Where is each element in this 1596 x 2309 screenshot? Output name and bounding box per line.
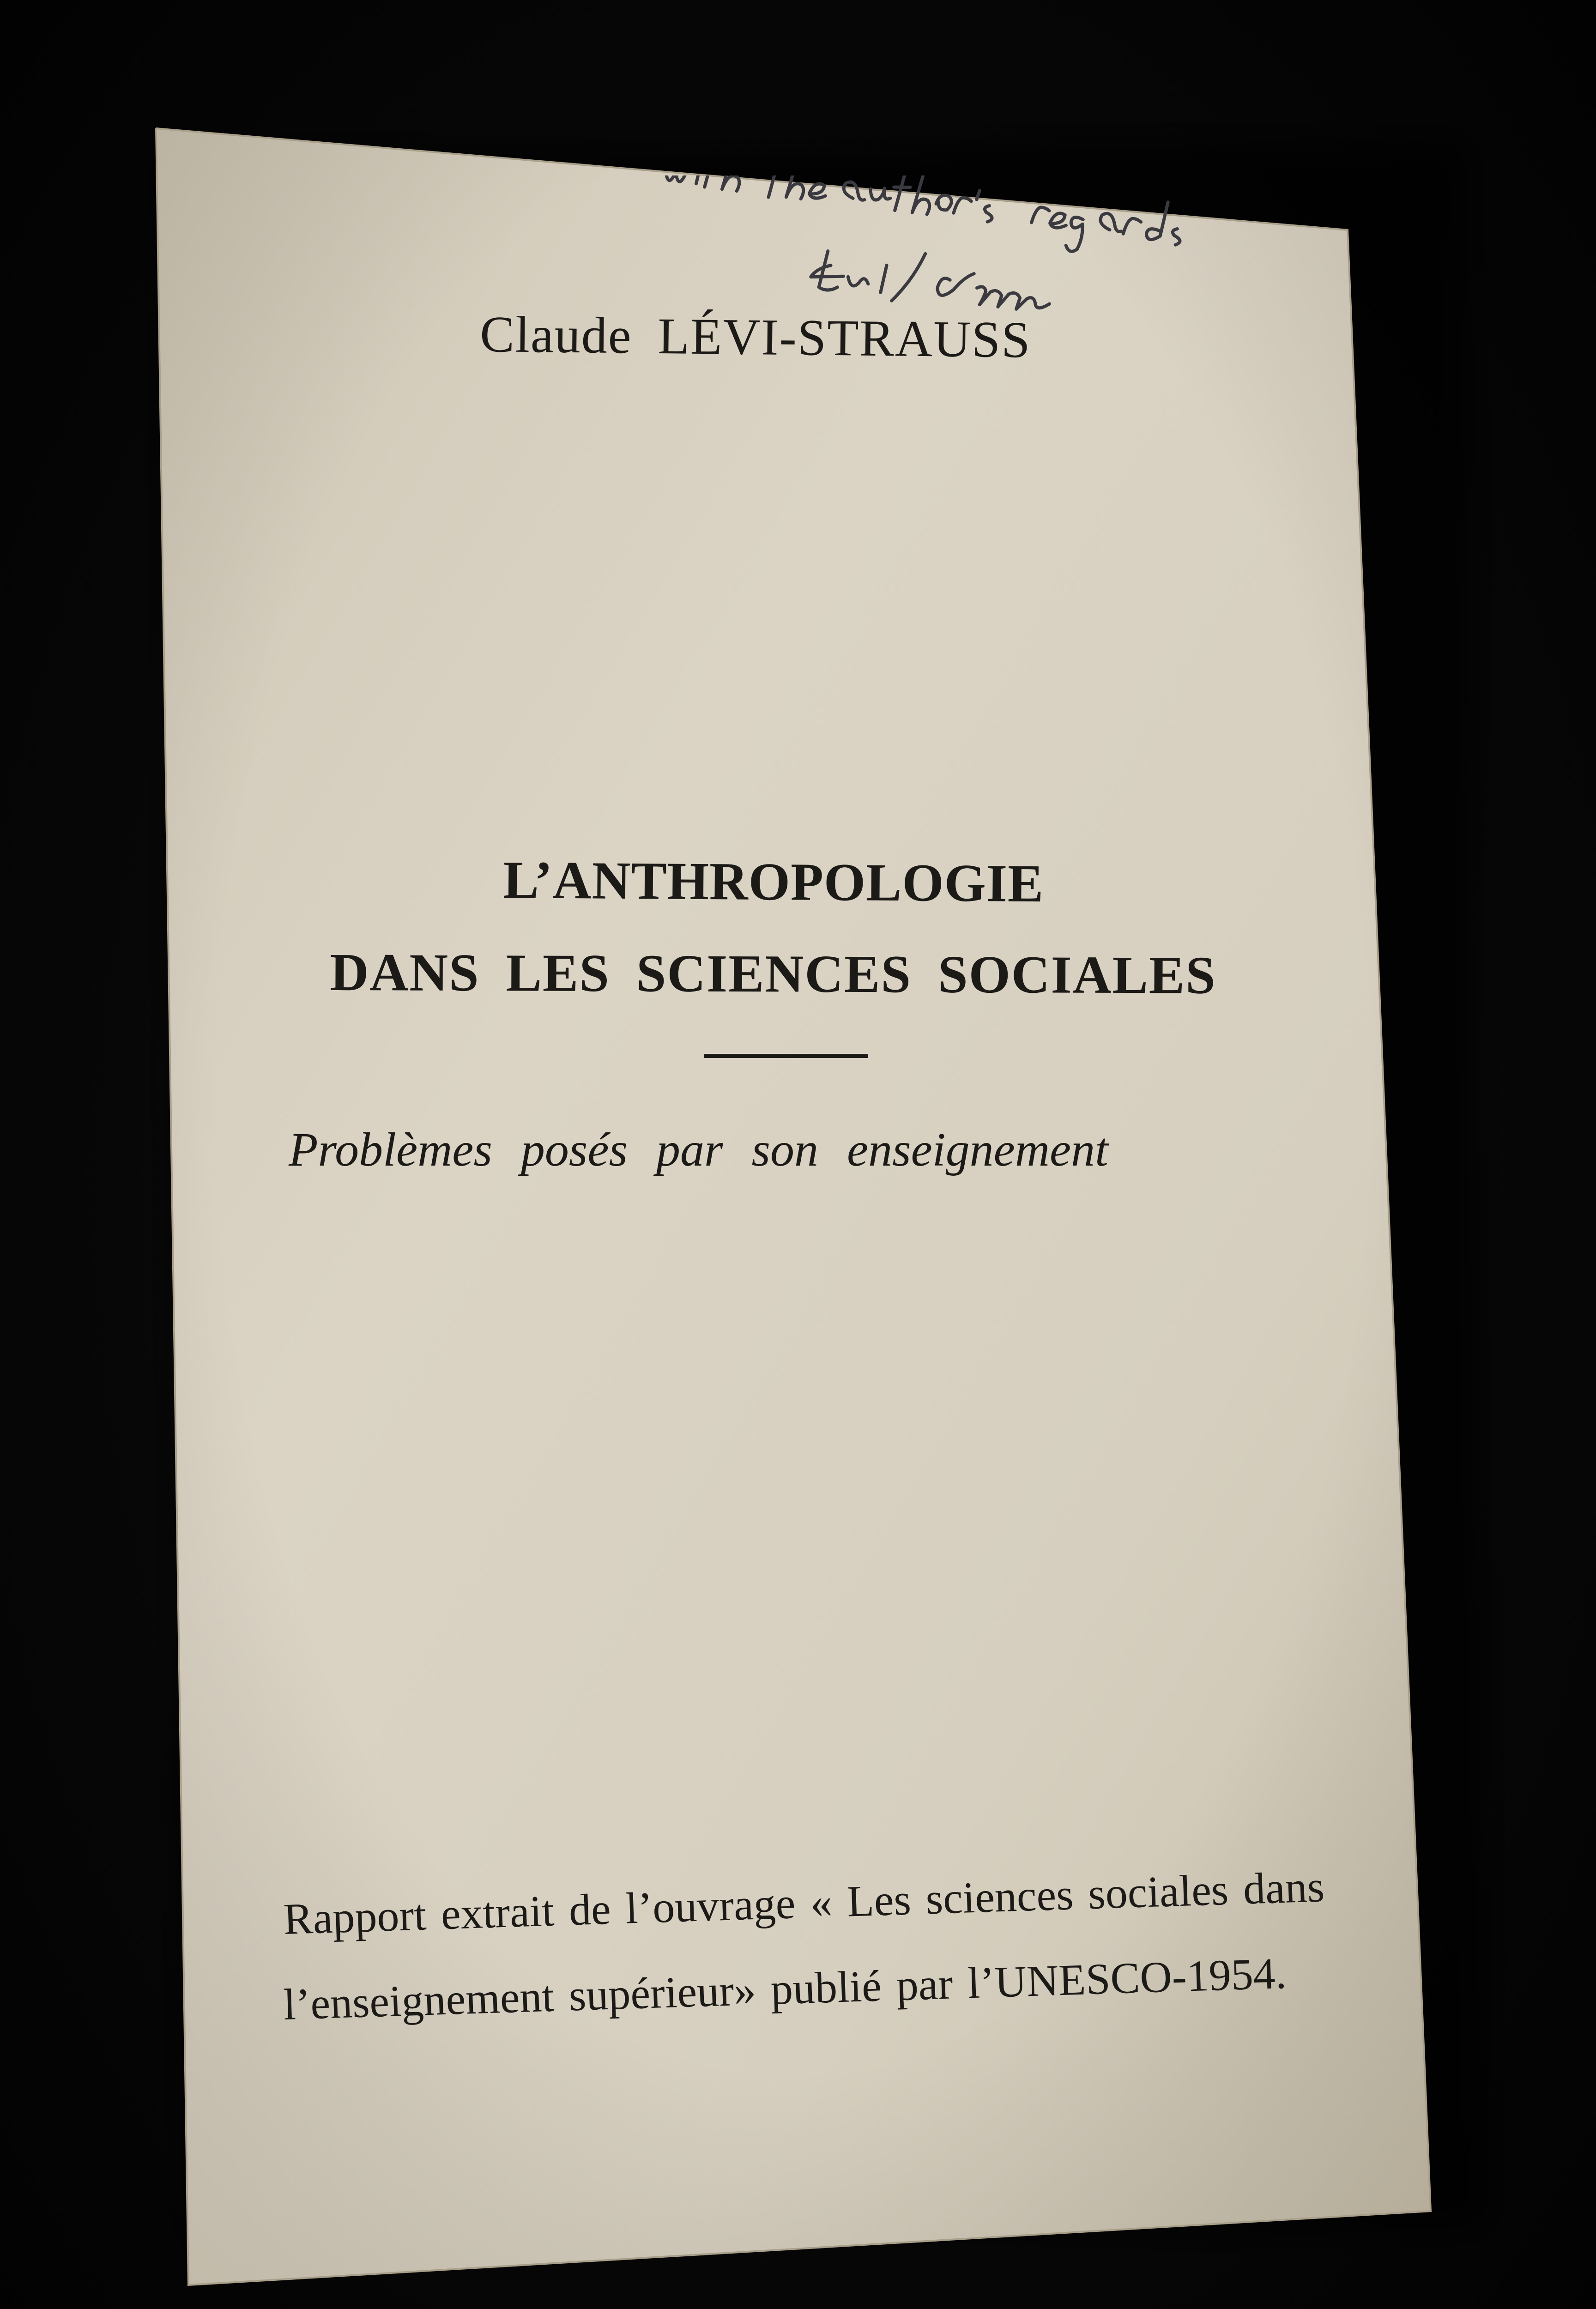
author-first-name: Claude: [479, 305, 633, 365]
handwritten-inscription: [647, 175, 1358, 369]
report-line-1: Rapport extrait de l’ouvrage « Les sciences sociales dans: [283, 1862, 1325, 1944]
report-line-2: l’enseignement supérieur» publié par l’UNESCO-1954.: [283, 1948, 1288, 2029]
author-last-name: LÉVI-STRAUSS: [657, 308, 1032, 369]
title-divider: [704, 1054, 868, 1058]
subtitle: Problèmes posés par son enseignement: [289, 1123, 1108, 1176]
title-line-2: DANS LES SCIENCES SOCIALES: [330, 943, 1216, 1005]
title-line-1: L’ANTHROPOLOGIE: [503, 851, 1044, 914]
